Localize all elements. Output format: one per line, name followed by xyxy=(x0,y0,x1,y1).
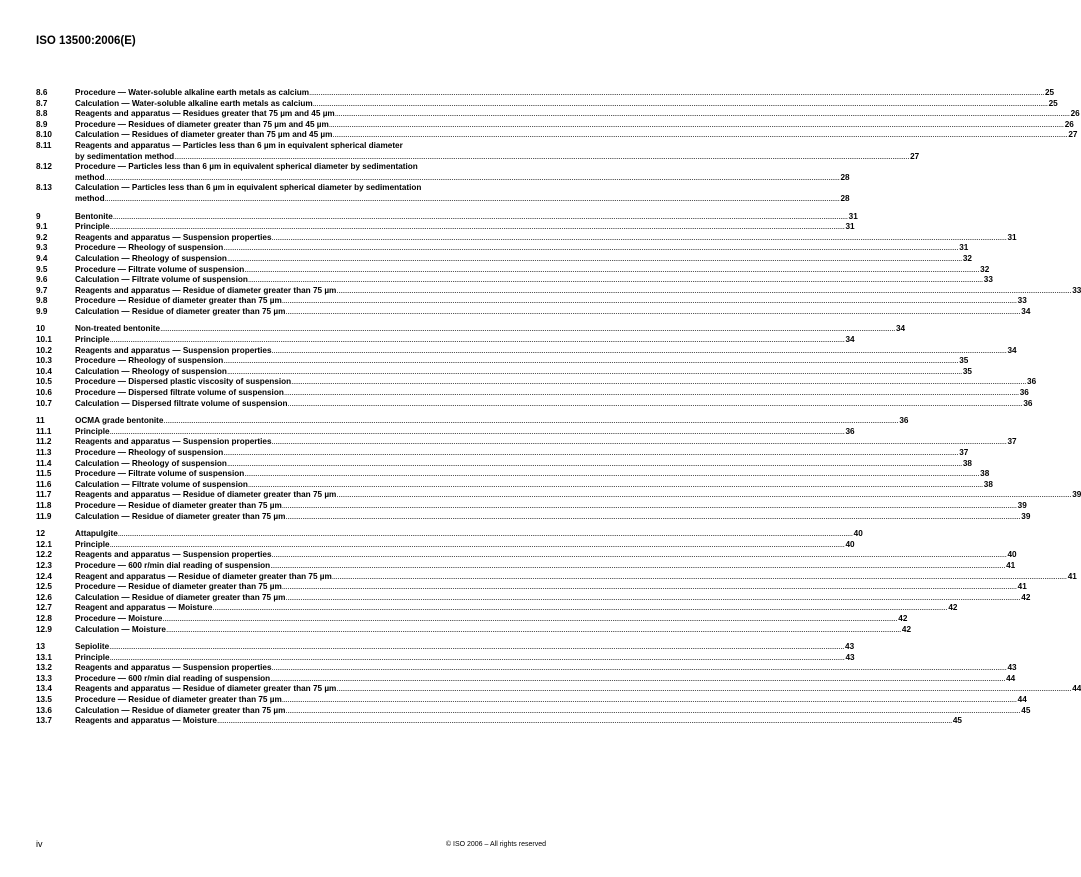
toc-entry-title: Reagents and apparatus — Suspension properties xyxy=(75,345,272,355)
toc-entry-title: Calculation — Filtrate volume of suspension xyxy=(75,275,248,285)
toc-entry[interactable] xyxy=(36,388,1029,399)
dot-leader xyxy=(223,243,958,254)
dot-leader xyxy=(162,614,897,625)
toc-entry-number: 8.8 xyxy=(36,109,48,119)
toc-page-number: 33 xyxy=(983,275,993,285)
toc-page-number: 35 xyxy=(962,366,972,376)
toc-entry-title: Procedure — Filtrate volume of suspension xyxy=(75,469,245,479)
toc-page-number: 31 xyxy=(959,243,969,253)
toc-entry-number: 10.1 xyxy=(36,335,52,345)
toc-entry-title: Principle xyxy=(75,426,110,436)
toc-entry-number: 12.2 xyxy=(36,550,52,560)
toc-entry-title: Procedure — Residue of diameter greater than 75 µm xyxy=(75,582,282,592)
dot-leader xyxy=(174,152,909,163)
toc-entry-title: by sedimentation method xyxy=(75,151,175,161)
toc-entry-title: Procedure — 600 r/min dial reading of suspension xyxy=(75,560,271,570)
toc-entry-number: 8.11 xyxy=(36,140,52,150)
toc-page-number: 44 xyxy=(1006,673,1016,683)
toc-page-number: 38 xyxy=(962,458,972,468)
toc-entry[interactable] xyxy=(36,306,1031,318)
dot-leader xyxy=(110,653,845,664)
toc-entry[interactable] xyxy=(36,437,1017,448)
toc-entry-number: 12.1 xyxy=(36,539,52,549)
dot-leader xyxy=(282,695,1017,706)
toc-entry-number: 9.4 xyxy=(36,253,48,263)
toc-entry-title: Reagents and apparatus — Particles less than 6 µm in equivalent spherical diameter xyxy=(75,140,403,150)
toc-page-number: 45 xyxy=(952,716,962,726)
toc-entry-title: Principle xyxy=(75,539,110,549)
toc-entry[interactable] xyxy=(36,243,969,254)
toc-entry-number: 10.4 xyxy=(36,366,52,376)
toc-entry-number: 9.3 xyxy=(36,243,48,253)
toc-page-number: 42 xyxy=(901,624,911,634)
dot-leader xyxy=(272,346,1007,357)
toc-entry-title: Non-treated bentonite xyxy=(75,324,161,334)
toc-page-number: 28 xyxy=(840,172,850,182)
toc-page-number: 32 xyxy=(962,253,972,263)
toc-entry-title: Calculation — Rheology of suspension xyxy=(75,366,227,376)
toc-page-number: 34 xyxy=(1007,345,1017,355)
toc-entry-number: 11.5 xyxy=(36,469,52,479)
toc-page-number: 26 xyxy=(1064,119,1074,129)
toc-entry-title: Procedure — Filtrate volume of suspension xyxy=(75,264,245,274)
toc-entry[interactable] xyxy=(36,222,855,233)
dot-leader xyxy=(166,625,901,636)
toc-entry-title: Principle xyxy=(75,335,110,345)
toc-entry-title: method xyxy=(75,172,105,182)
toc-page-number: 27 xyxy=(1068,130,1078,140)
toc-entry-title: Calculation — Residues of diameter greater than 75 µm and 45 µm xyxy=(75,130,333,140)
dot-leader xyxy=(272,437,1007,448)
toc-entry-number: 13.6 xyxy=(36,705,52,715)
toc-entry-number: 13.7 xyxy=(36,716,52,726)
toc-entry[interactable] xyxy=(36,183,850,204)
toc-page-number: 39 xyxy=(1017,500,1027,510)
dot-leader xyxy=(227,459,962,470)
dot-leader xyxy=(105,173,840,184)
toc-entry[interactable] xyxy=(36,539,855,551)
toc-entry-title: Calculation — Particles less than 6 µm in equivalent spherical diameter by sedimentation xyxy=(75,183,422,193)
toc-page-number: 41 xyxy=(1006,560,1016,570)
toc-page-number: 44 xyxy=(1017,695,1027,705)
toc-section xyxy=(36,324,1037,409)
dot-leader xyxy=(223,448,958,459)
copyright-notice: © ISO 2006 – All rights reserved xyxy=(445,841,546,848)
toc-entry-number: 9.9 xyxy=(36,306,48,316)
toc-entry-title: Procedure — 600 r/min dial reading of suspension xyxy=(75,673,271,683)
toc-section xyxy=(36,211,1081,318)
toc-entry-title: Calculation — Residue of diameter greater than 75 µm xyxy=(75,592,286,602)
toc-entry-number: 13.4 xyxy=(36,684,52,694)
toc-page-number: 42 xyxy=(898,613,908,623)
page-number: iv xyxy=(36,839,43,849)
table-of-contents xyxy=(36,88,1081,734)
dot-leader xyxy=(335,109,1070,120)
toc-entry[interactable] xyxy=(36,673,1016,685)
dot-leader xyxy=(105,194,840,205)
toc-entry[interactable] xyxy=(36,560,1016,572)
toc-entry[interactable] xyxy=(36,285,1081,297)
toc-page-number: 37 xyxy=(959,448,969,457)
toc-entry-number: 10.6 xyxy=(36,388,52,398)
toc-entry-title: Reagents and apparatus — Residue of diameter greater than 75 µm xyxy=(75,285,337,295)
toc-entry-number: 12.5 xyxy=(36,582,52,592)
toc-entry[interactable] xyxy=(36,275,993,286)
toc-entry-number: 9.5 xyxy=(36,264,48,274)
toc-entry-title: Reagents and apparatus — Suspension properties xyxy=(75,663,272,673)
toc-entry[interactable] xyxy=(36,695,1027,706)
toc-page-number: 35 xyxy=(959,356,969,366)
toc-entry[interactable] xyxy=(36,377,1037,388)
toc-page-number: 34 xyxy=(1021,306,1031,316)
dot-leader xyxy=(282,296,1017,307)
dot-leader xyxy=(110,427,845,438)
dot-leader xyxy=(244,265,979,276)
toc-entry-number: 13.5 xyxy=(36,695,52,705)
dot-leader xyxy=(291,377,1026,388)
toc-entry-number: 9.8 xyxy=(36,296,48,306)
toc-entry[interactable] xyxy=(36,398,1033,410)
dot-leader xyxy=(160,324,895,335)
toc-entry-title: Procedure — Residue of diameter greater than 75 µm xyxy=(75,500,282,510)
toc-entry-number: 11.8 xyxy=(36,500,52,510)
toc-entry[interactable] xyxy=(36,652,855,664)
toc-entry[interactable] xyxy=(36,511,1031,523)
toc-entry[interactable] xyxy=(36,356,969,367)
dot-leader xyxy=(336,286,1071,297)
dot-leader xyxy=(332,130,1067,141)
toc-entry-number: 9.6 xyxy=(36,275,48,285)
toc-page-number: 33 xyxy=(1017,296,1027,306)
toc-page-number: 40 xyxy=(1007,550,1017,560)
toc-entry[interactable] xyxy=(36,705,1031,717)
toc-entry-title: Principle xyxy=(75,652,110,662)
dot-leader xyxy=(248,275,983,286)
toc-entry-number: 11 xyxy=(36,416,45,426)
toc-entry-number: 11.9 xyxy=(36,511,52,521)
toc-page-number: 44 xyxy=(1072,684,1081,694)
toc-page-number: 33 xyxy=(1072,285,1081,295)
toc-entry-title: Procedure — Rheology of suspension xyxy=(75,448,224,457)
toc-section xyxy=(36,642,1081,727)
dot-leader xyxy=(287,399,1022,410)
toc-entry[interactable] xyxy=(36,582,1027,593)
toc-entry[interactable] xyxy=(36,98,1058,110)
toc-entry-number: 12.8 xyxy=(36,613,52,623)
toc-page-number: 37 xyxy=(1007,437,1017,447)
document-id-header: ISO 13500:2006(E) xyxy=(36,35,136,47)
toc-entry-title: Calculation — Rheology of suspension xyxy=(75,253,227,263)
toc-page-number: 31 xyxy=(848,211,858,221)
toc-entry[interactable] xyxy=(36,642,855,653)
toc-page-number: 27 xyxy=(910,151,920,161)
toc-entry-title: Procedure — Rheology of suspension xyxy=(75,356,224,366)
toc-entry[interactable] xyxy=(36,479,993,491)
toc-entry-title: Procedure — Moisture xyxy=(75,613,163,623)
toc-page-number: 31 xyxy=(845,222,855,232)
toc-entry-number: 13.2 xyxy=(36,663,52,673)
dot-leader xyxy=(227,254,962,265)
toc-entry-number: 8.9 xyxy=(36,119,48,129)
toc-entry-number: 8.12 xyxy=(36,162,52,172)
toc-entry-title: Procedure — Particles less than 6 µm in equivalent spherical diameter by sedimentation xyxy=(75,162,418,172)
dot-leader xyxy=(272,550,1007,561)
toc-entry-number: 10.2 xyxy=(36,345,52,355)
toc-page-number: 36 xyxy=(1027,377,1037,387)
toc-page-number: 39 xyxy=(1072,490,1081,500)
toc-entry-number: 12.4 xyxy=(36,571,52,581)
toc-entry-number: 9.1 xyxy=(36,222,48,232)
toc-entry-title: Sepiolite xyxy=(75,642,110,652)
toc-page-number: 38 xyxy=(980,469,990,479)
dot-leader xyxy=(110,335,845,346)
dot-leader xyxy=(163,416,898,427)
dot-leader xyxy=(285,512,1020,523)
toc-entry[interactable] xyxy=(36,109,1080,120)
toc-entry[interactable] xyxy=(36,500,1027,512)
toc-page-number: 32 xyxy=(980,264,990,274)
toc-entry-number: 9.2 xyxy=(36,232,48,242)
toc-page-number: 41 xyxy=(1017,582,1027,592)
toc-entry-title: Reagents and apparatus — Suspension properties xyxy=(75,437,272,447)
toc-entry[interactable] xyxy=(36,426,855,438)
toc-page-number: 43 xyxy=(845,652,855,662)
toc-entry-number: 12 xyxy=(36,529,46,539)
dot-leader xyxy=(313,99,1048,110)
toc-section xyxy=(36,416,1081,522)
toc-entry-number: 11.6 xyxy=(36,479,52,489)
dot-leader xyxy=(212,603,947,614)
toc-entry-title: Calculation — Filtrate volume of suspension xyxy=(75,479,248,489)
toc-entry-title: Calculation — Residue of diameter greater than 75 µm xyxy=(75,511,286,521)
toc-page-number: 45 xyxy=(1021,705,1031,715)
dot-leader xyxy=(217,716,952,727)
toc-entry[interactable] xyxy=(36,253,972,265)
toc-entry[interactable] xyxy=(36,550,1017,561)
toc-entry[interactable] xyxy=(36,469,990,480)
toc-entry-title: Reagents and apparatus — Moisture xyxy=(75,716,217,726)
toc-entry-title: Attapulgite xyxy=(75,529,118,539)
toc-entry-title: Procedure — Residue of diameter greater than 75 µm xyxy=(75,296,282,306)
toc-page-number: 42 xyxy=(1021,592,1031,602)
toc-entry[interactable] xyxy=(36,571,1077,583)
dot-leader xyxy=(329,120,1064,131)
toc-entry-title: Reagents and apparatus — Residue of diameter greater than 75 µm xyxy=(75,490,337,500)
toc-entry-number: 8.7 xyxy=(36,98,48,108)
toc-entry-number: 12.9 xyxy=(36,624,52,634)
toc-entry-title: Reagent and apparatus — Moisture xyxy=(75,603,213,613)
toc-page-number: 38 xyxy=(983,479,993,489)
toc-page-number: 28 xyxy=(840,193,850,203)
toc-page-number: 36 xyxy=(1023,398,1033,408)
toc-entry[interactable] xyxy=(36,529,863,540)
toc-entry[interactable] xyxy=(36,324,906,335)
dot-leader xyxy=(282,501,1017,512)
toc-entry-title: Procedure — Residue of diameter greater than 75 µm xyxy=(75,695,282,705)
dot-leader xyxy=(113,212,848,223)
toc-entry[interactable] xyxy=(36,458,972,470)
dot-leader xyxy=(227,367,962,378)
toc-entry[interactable] xyxy=(36,448,969,459)
toc-entry-number: 9 xyxy=(36,211,41,221)
toc-entry-title: Calculation — Water-soluble alkaline earth metals as calcium xyxy=(75,98,313,108)
toc-entry-title: Reagents and apparatus — Suspension properties xyxy=(75,232,272,242)
toc-entry-number: 11.7 xyxy=(36,490,52,500)
toc-page-number: 40 xyxy=(845,539,855,549)
dot-leader xyxy=(110,540,845,551)
toc-section xyxy=(36,529,1077,635)
toc-entry-number: 11.2 xyxy=(36,437,52,447)
toc-page-number: 34 xyxy=(845,335,855,345)
toc-page-number: 42 xyxy=(948,603,958,613)
toc-entry[interactable] xyxy=(36,603,958,614)
dot-leader xyxy=(285,593,1020,604)
toc-entry-number: 13.1 xyxy=(36,652,52,662)
toc-page-number: 39 xyxy=(1021,511,1031,521)
toc-entry-title: Calculation — Residue of diameter greater than 75 µm xyxy=(75,306,286,316)
toc-entry-title: Reagents and apparatus — Residues greater that 75 µm and 45 µm xyxy=(75,109,335,119)
toc-entry-title: Principle xyxy=(75,222,110,232)
toc-entry[interactable] xyxy=(36,716,962,727)
toc-entry-title: Calculation — Dispersed filtrate volume of suspension xyxy=(75,398,288,408)
toc-entry[interactable] xyxy=(36,490,1081,501)
dot-leader xyxy=(109,642,844,653)
toc-entry-title: Procedure — Dispersed filtrate volume of suspension xyxy=(75,388,284,398)
toc-entry-title: Procedure — Water-soluble alkaline earth metals as calcium xyxy=(75,88,310,97)
toc-entry[interactable] xyxy=(36,624,911,636)
toc-entry-title: Procedure — Residues of diameter greater than 75 µm and 45 µm xyxy=(75,119,329,129)
toc-page-number: 41 xyxy=(1067,571,1077,581)
dot-leader xyxy=(270,561,1005,572)
dot-leader xyxy=(118,529,853,540)
toc-entry-title: Procedure — Rheology of suspension xyxy=(75,243,224,253)
toc-entry-number: 10 xyxy=(36,324,46,334)
dot-leader xyxy=(332,572,1067,583)
toc-entry[interactable] xyxy=(36,684,1081,695)
dot-leader xyxy=(282,582,1017,593)
toc-entry[interactable] xyxy=(36,232,1017,244)
dot-leader xyxy=(272,233,1007,244)
toc-entry-title: Calculation — Residue of diameter greater than 75 µm xyxy=(75,705,286,715)
dot-leader xyxy=(284,388,1019,399)
toc-entry-title: OCMA grade bentonite xyxy=(75,416,164,426)
dot-leader xyxy=(272,663,1007,674)
toc-entry-number: 10.7 xyxy=(36,398,52,408)
toc-entry[interactable] xyxy=(36,140,920,162)
toc-entry[interactable] xyxy=(36,264,990,276)
toc-entry[interactable] xyxy=(36,335,855,346)
toc-page-number: 26 xyxy=(1070,109,1080,119)
toc-entry[interactable] xyxy=(36,162,850,183)
toc-entry-title: Procedure — Dispersed plastic viscosity of suspension xyxy=(75,377,292,387)
toc-page-number: 25 xyxy=(1044,88,1055,97)
dot-leader xyxy=(110,222,845,233)
toc-page-number: 34 xyxy=(895,324,906,334)
toc-entry-number: 8.10 xyxy=(36,130,52,140)
toc-page-number: 43 xyxy=(1007,663,1017,673)
toc-entry[interactable] xyxy=(36,296,1027,307)
toc-entry[interactable] xyxy=(36,592,1031,604)
toc-entry-title: Reagents and apparatus — Residue of diameter greater than 75 µm xyxy=(75,684,337,694)
toc-entry-number: 13 xyxy=(36,642,46,652)
dot-leader xyxy=(285,706,1020,717)
toc-entry-number: 11.1 xyxy=(36,426,52,436)
toc-entry-title: Calculation — Moisture xyxy=(75,624,166,634)
toc-entry[interactable] xyxy=(36,416,909,427)
toc-entry-number: 12.6 xyxy=(36,592,52,602)
toc-entry-title: Reagents and apparatus — Suspension properties xyxy=(75,550,272,560)
dot-leader xyxy=(248,480,983,491)
toc-entry-number: 10.5 xyxy=(36,377,52,387)
dot-leader xyxy=(244,469,979,480)
dot-leader xyxy=(336,684,1071,695)
toc-entry-number: 12.3 xyxy=(36,560,52,570)
dot-leader xyxy=(309,88,1044,99)
toc-entry-title: Reagent and apparatus — Residue of diameter greater than 75 µm xyxy=(75,571,332,581)
toc-entry-number: 13.3 xyxy=(36,673,52,683)
dot-leader xyxy=(285,307,1020,318)
dot-leader xyxy=(336,490,1071,501)
toc-entry-number: 8.6 xyxy=(36,88,48,97)
toc-page-number: 40 xyxy=(853,529,863,539)
toc-section xyxy=(36,88,1080,205)
toc-page-number: 36 xyxy=(845,426,855,436)
toc-entry-title: Calculation — Rheology of suspension xyxy=(75,458,227,468)
toc-entry[interactable] xyxy=(36,130,1078,141)
toc-entry-title: Bentonite xyxy=(75,211,113,221)
toc-page-number: 25 xyxy=(1048,98,1058,108)
toc-page-number: 36 xyxy=(899,416,909,426)
toc-page-number: 31 xyxy=(1007,232,1017,242)
toc-entry-number: 9.7 xyxy=(36,285,48,295)
toc-entry-number: 10.3 xyxy=(36,356,52,366)
toc-entry[interactable] xyxy=(36,366,972,378)
toc-entry[interactable] xyxy=(36,613,908,625)
toc-entry-number: 11.3 xyxy=(36,448,52,457)
toc-entry[interactable] xyxy=(36,88,1055,99)
toc-entry[interactable] xyxy=(36,663,1017,674)
toc-entry-title: method xyxy=(75,193,105,203)
toc-entry[interactable] xyxy=(36,119,1074,131)
toc-page-number: 36 xyxy=(1019,388,1029,398)
toc-entry[interactable] xyxy=(36,211,858,223)
toc-entry[interactable] xyxy=(36,345,1017,357)
toc-entry-number: 12.7 xyxy=(36,603,52,613)
toc-page-number: 43 xyxy=(845,642,855,652)
dot-leader xyxy=(223,356,958,367)
toc-entry-number: 8.13 xyxy=(36,183,52,193)
dot-leader xyxy=(270,674,1005,685)
toc-entry-number: 11.4 xyxy=(36,458,52,468)
